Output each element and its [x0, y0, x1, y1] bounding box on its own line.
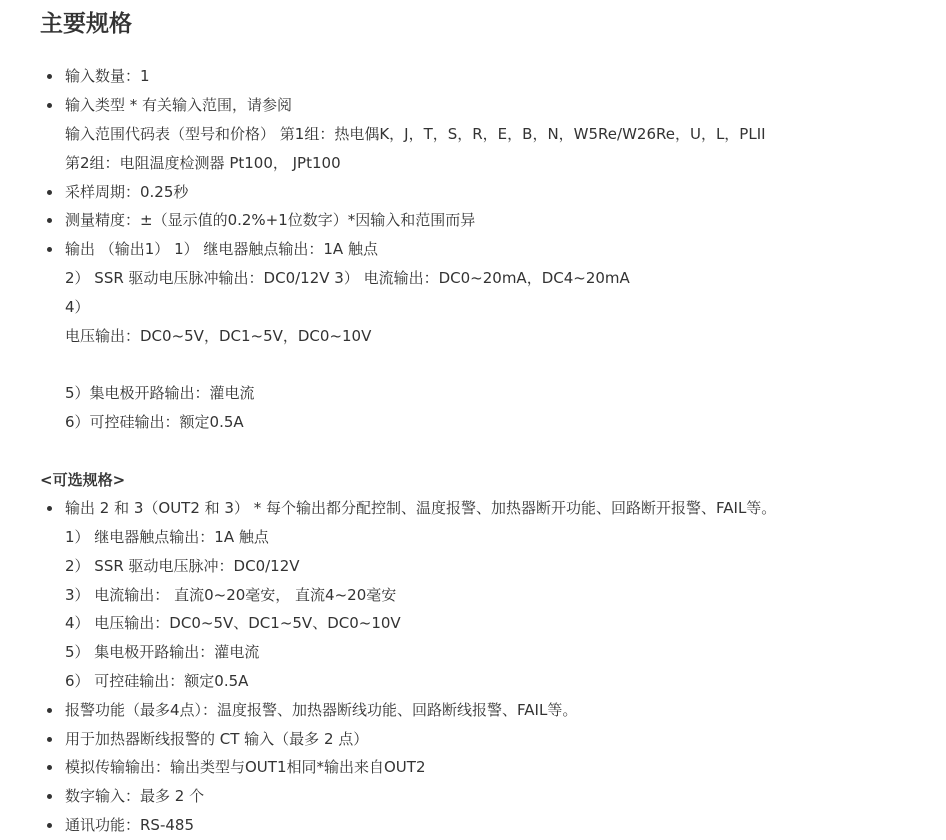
output-ssr-text: 2） SSR 驱动电压脉冲输出：DC0/12V 3） 电流输出：DC0~20mA，DC4~20mA: [65, 269, 630, 287]
list-item-sampling: 采样周期：0.25秒: [65, 183, 189, 201]
out23-item: 5） 集电极开路输出：灌电流: [65, 643, 260, 661]
list-item-digital-input: 数字输入：最多 2 个: [65, 787, 205, 805]
out23-item: 4） 电压输出：DC0~5V、DC1~5V、DC0~10V: [65, 614, 401, 632]
input-type-range-text: 输入范围代码表（型号和价格） 第1组：热电偶K，J，T，S，R，E，B，N，W5Re/W26Re，U，L，PLII: [65, 125, 766, 143]
out23-item: 6） 可控硅输出：额定0.5A: [65, 672, 249, 690]
output-triac-text: 6）可控硅输出：额定0.5A: [65, 413, 244, 431]
out23-item: 3） 电流输出： 直流0~20毫安， 直流4~20毫安: [65, 586, 397, 604]
output-4-text: 4）: [65, 298, 90, 316]
list-item-out23: 输出 2 和 3（OUT2 和 3） * 每个输出都分配控制、温度报警、加热器断开功能、回路断开报警、FAIL等。: [65, 499, 777, 517]
list-item-communication: 通讯功能：RS-485: [65, 816, 194, 834]
list-item-accuracy: 测量精度：±（显示值的0.2%+1位数字）*因输入和范围而异: [65, 211, 476, 229]
list-item-input-type: 输入类型 * 有关输入范围，请参阅: [65, 96, 293, 114]
list-item-alarm: 报警功能（最多4点）：温度报警、加热器断线功能、回路断线报警、FAIL等。: [65, 701, 578, 719]
list-item-input-count: 输入数量：1: [65, 67, 150, 85]
list-item-analog-output: 模拟传输输出：输出类型与OUT1相同*输出来自OUT2: [65, 758, 426, 776]
list-item-output: 输出 （输出1） 1） 继电器触点输出：1A 触点: [65, 240, 378, 258]
input-type-group2-text: 第2组：电阻温度检测器 Pt100， JPt100: [65, 154, 341, 172]
list-item-ct-input: 用于加热器断线报警的 CT 输入（最多 2 点）: [65, 730, 369, 748]
out23-item: 2） SSR 驱动电压脉冲：DC0/12V: [65, 557, 300, 575]
page-title: 主要规格: [40, 11, 132, 37]
output-voltage-text: 电压输出：DC0~5V，DC1~5V，DC0~10V: [65, 327, 372, 345]
output-open-collector-text: 5）集电极开路输出：灌电流: [65, 384, 255, 402]
out23-item: 1） 继电器触点输出：1A 触点: [65, 528, 269, 546]
optional-specs-heading: <可选规格>: [40, 471, 126, 489]
